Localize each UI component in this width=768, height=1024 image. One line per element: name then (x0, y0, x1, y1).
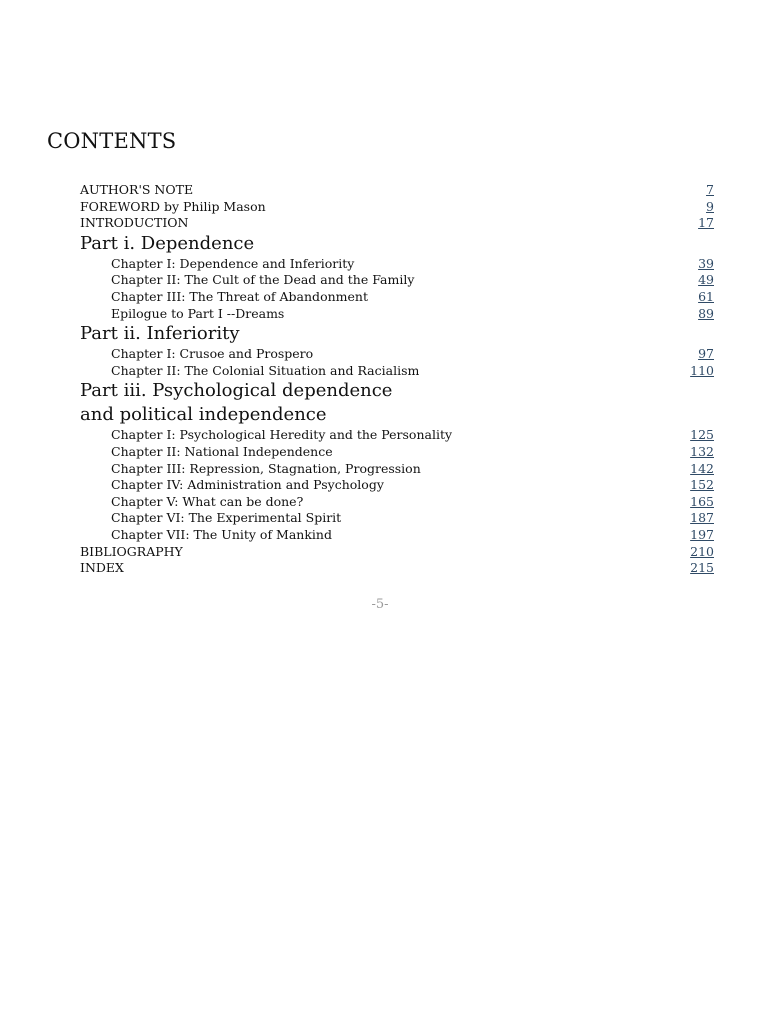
toc-chapter-row (80, 289, 714, 306)
toc-page-link[interactable]: 197 (690, 526, 714, 542)
toc-entry-label: BIBLIOGRAPHY (80, 543, 183, 559)
part-heading-continued: and political independence (80, 404, 327, 426)
toc-page-link[interactable]: 97 (698, 346, 714, 362)
toc-page-link[interactable]: 7 (706, 182, 714, 197)
toc-chapter-row (80, 346, 714, 363)
toc-entry-label: Chapter I: Crusoe and Prospero (111, 346, 314, 362)
toc-entry-row (80, 560, 714, 577)
toc-entry-label: Chapter I: Psychological Heredity and the Personality (111, 427, 453, 443)
toc-chapter-row (80, 527, 714, 544)
toc-chapter-row (80, 510, 714, 527)
part-heading: Part i. Dependence (80, 232, 255, 254)
toc-entry-row (80, 199, 714, 216)
toc-entry-label: AUTHOR'S NOTE (80, 182, 194, 197)
toc-chapter-row (80, 272, 714, 289)
toc-entry-label: Chapter II: The Cult of the Dead and the Family (111, 272, 415, 288)
toc-entry-label: Chapter III: The Threat of Abandonment (111, 288, 368, 304)
toc-page-link[interactable]: 132 (690, 443, 714, 459)
toc-chapter-row (80, 494, 714, 511)
toc-chapter-row (80, 477, 714, 494)
toc-entry-label: Chapter II: National Independence (111, 443, 333, 459)
toc-entry-label: Epilogue to Part I --Dreams (111, 305, 285, 321)
toc-entry-label: Chapter IV: Administration and Psychology (111, 477, 384, 493)
toc-page-link[interactable]: 39 (698, 255, 714, 271)
toc-page-link[interactable]: 125 (690, 427, 714, 443)
toc-page-link[interactable]: 9 (706, 198, 714, 214)
toc-page-link[interactable]: 187 (690, 510, 714, 526)
toc-page-link[interactable]: 89 (698, 305, 714, 321)
toc-chapter-row (80, 256, 714, 273)
toc-entry-label: Chapter III: Repression, Stagnation, Progression (111, 460, 421, 476)
toc-entry-row (80, 215, 714, 232)
page-title: CONTENTS (47, 129, 177, 153)
toc-page-link[interactable]: 165 (690, 493, 714, 509)
toc-page-link[interactable]: 61 (698, 288, 714, 304)
part-heading: Part ii. Inferiority (80, 323, 240, 345)
toc-chapter-row (80, 363, 714, 380)
toc-chapter-row (80, 306, 714, 323)
toc-page-link[interactable]: 152 (690, 477, 714, 493)
toc-chapter-row (80, 427, 714, 444)
toc-page-link[interactable]: 49 (698, 272, 714, 288)
toc-entry-label: Chapter I: Dependence and Inferiority (111, 255, 355, 271)
part-heading: Part iii. Psychological dependence (80, 380, 393, 402)
toc-entry-row (80, 544, 714, 561)
toc-entry-label: Chapter II: The Colonial Situation and Racialism (111, 362, 420, 378)
toc-entry-label: INDEX (80, 560, 124, 576)
toc-entry-label: INTRODUCTION (80, 215, 189, 231)
toc-chapter-row (80, 444, 714, 461)
toc-entry-label: Chapter VI: The Experimental Spirit (111, 510, 342, 526)
toc-page-link[interactable]: 210 (690, 543, 714, 559)
page-number: -5- (371, 597, 389, 612)
toc-page-link[interactable]: 142 (690, 460, 714, 476)
toc-entry-row (80, 182, 714, 199)
toc-page-link[interactable]: 215 (690, 560, 714, 576)
toc-entry-label: Chapter VII: The Unity of Mankind (111, 526, 332, 542)
toc-page-link[interactable]: 17 (698, 215, 714, 231)
table-of-contents (80, 182, 714, 577)
toc-entry-label: FOREWORD by Philip Mason (80, 198, 266, 214)
toc-entry-label: Chapter V: What can be done? (111, 493, 304, 509)
toc-page-link[interactable]: 110 (690, 362, 714, 378)
toc-chapter-row (80, 461, 714, 478)
